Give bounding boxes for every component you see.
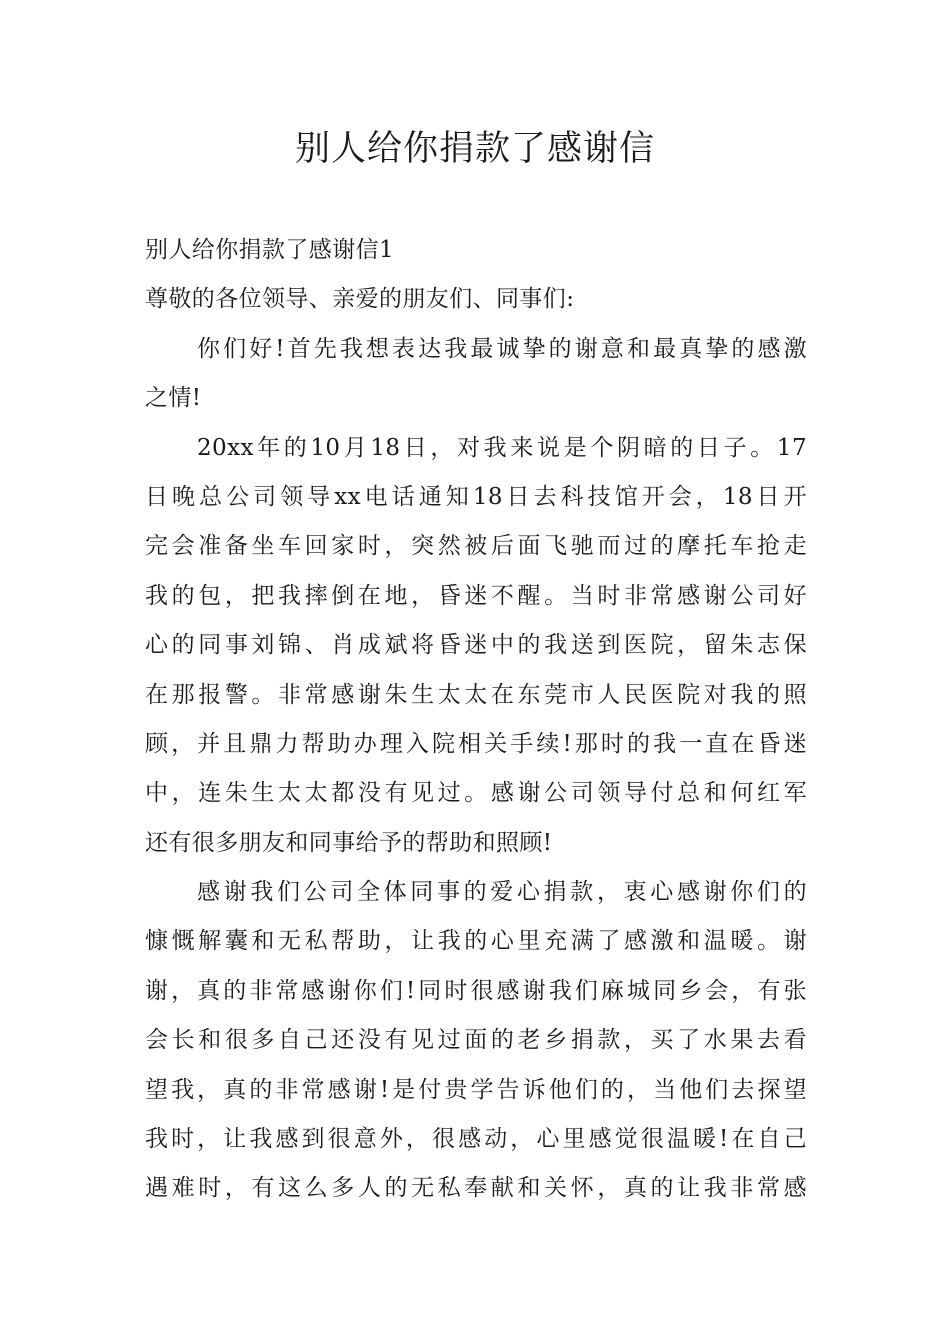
paragraph-3-line: 望我，真的非常感谢!是付贵学告诉他们的，当他们去探望: [145, 1076, 807, 1103]
paragraph-2-line: 完会准备坐车回家时，突然被后面飞驰而过的摩托车抢走: [145, 533, 807, 560]
paragraph-3-line: 会长和很多自己还没有见过面的老乡捐款，买了水果去看: [145, 1027, 807, 1054]
paragraph-2-line: 还有很多朋友和同事给予的帮助和照顾!: [145, 829, 553, 856]
paragraph-1-line: 之情!: [145, 385, 202, 412]
paragraph-2-line: 我的包，把我摔倒在地，昏迷不醒。当时非常感谢公司好: [145, 582, 807, 609]
paragraph-2-line: 日晚总公司领导xx电话通知18日去科技馆开会，18日开: [145, 483, 807, 510]
paragraph-2-line: 心的同事刘锦、肖成斌将昏迷中的我送到医院，留朱志保: [145, 632, 807, 659]
salutation: 尊敬的各位领导、亲爱的朋友们、同事们:: [145, 286, 575, 313]
document-title: 别人给你捐款了感谢信: [294, 129, 655, 169]
paragraph-2-line: 在那报警。非常感谢朱生太太在东莞市人民医院对我的照: [145, 681, 807, 708]
paragraph-3-line: 慷慨解囊和无私帮助，让我的心里充满了感激和温暖。谢: [145, 928, 807, 955]
paragraph-1-line: 你们好!首先我想表达我最诚挚的谢意和最真挚的感激: [197, 335, 807, 362]
paragraph-3-line: 谢，真的非常感谢你们!同时很感谢我们麻城同乡会，有张: [145, 977, 807, 1004]
paragraph-2-line: 中，连朱生太太都没有见过。感谢公司领导付总和何红军: [145, 780, 807, 807]
paragraph-3-line: 感谢我们公司全体同事的爱心捐款，衷心感谢你们的: [197, 879, 807, 906]
paragraph-2-line: 20xx年的10月18日，对我来说是个阴暗的日子。17: [197, 434, 807, 461]
section-heading: 别人给你捐款了感谢信1: [145, 237, 395, 263]
paragraph-3-line: 我时，让我感到很意外，很感动，心里感觉很温暖!在自己: [145, 1126, 807, 1153]
document-body: [145, 226, 807, 1214]
paragraph-2-line: 顾，并且鼎力帮助办理入院相关手续!那时的我一直在昏迷: [145, 730, 807, 757]
paragraph-3-line: 遇难时，有这么多人的无私奉献和关怀，真的让我非常感: [145, 1175, 807, 1202]
